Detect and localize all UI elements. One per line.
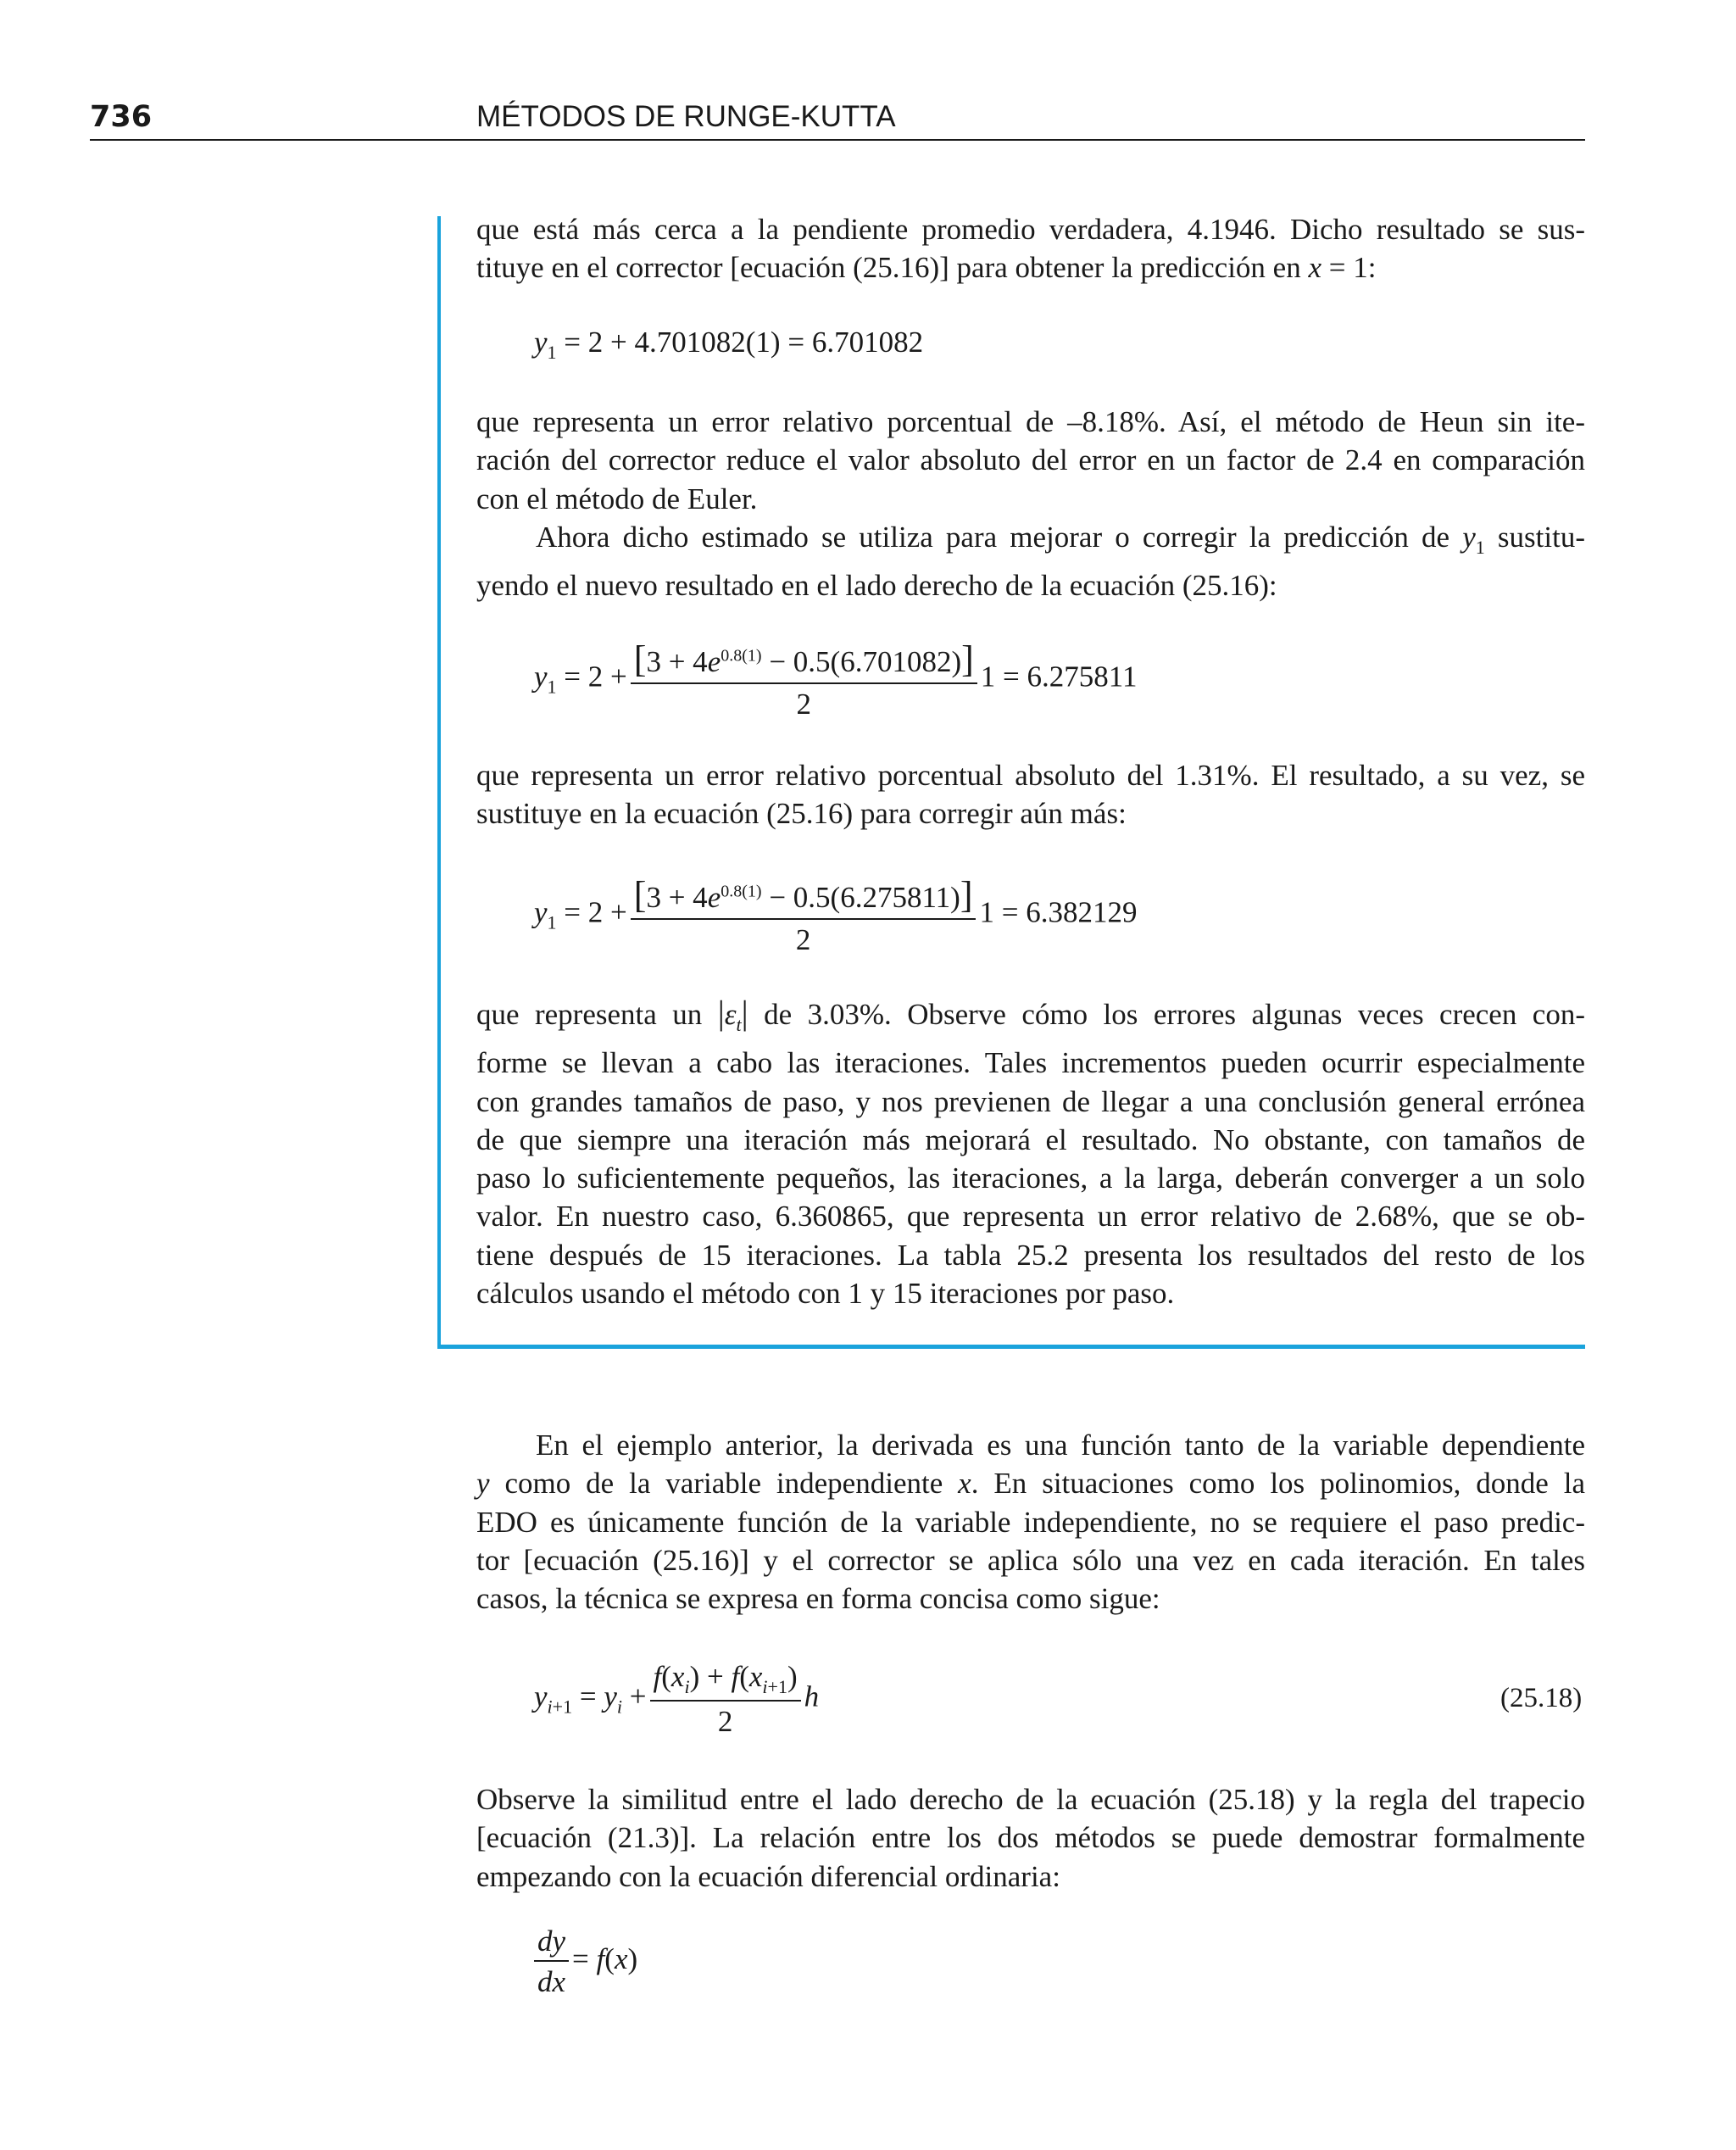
text-line: yendo el nuevo resultado en el lado derecho de la ecuación (25.16): — [476, 569, 1277, 603]
example-paragraph-1 — [476, 210, 1585, 287]
text-line: casos, la técnica se expresa en forma concisa como sigue: — [476, 1582, 1160, 1616]
text-line: empezando con la ecuación diferencial ordinaria: — [476, 1859, 1060, 1893]
text-line: valor. En nuestro caso, 6.360865, que representa un error relativo de 2.68%, que se ob- — [476, 1200, 1585, 1234]
equation-ode: $\frac{dy}{dx}$ = f(x) — [534, 1924, 637, 1999]
text-line: cálculos usando el método con 1 y 15 iteraciones por paso. — [476, 1277, 1175, 1311]
text-line: tiene después de 15 iteraciones. La tabla 25.2 presenta los resultados del resto de los — [476, 1238, 1585, 1272]
fraction: $\frac{[3 + 4e^{0.8(1)} - 0.5(6.275811)]}{2}$ — [631, 873, 976, 957]
text-line: que representa un $|\varepsilon_t|$ de 3.03%. Observe cómo los errores algunas veces crecen con- — [476, 994, 1585, 1035]
body-paragraph-2 — [476, 1780, 1585, 1896]
equation-y1-predictor: $y_1 = 2 + 4.701082(1) = 6.701082$ — [534, 326, 924, 363]
equation-y1-corrector-2: $y_1 = 2$ + $\frac{[3 + 4e^{0.8(1)} - 0.5(6.275811)]}{2}$ 1 = 6.382129 — [534, 874, 1138, 956]
page-number: 736 — [90, 100, 153, 134]
text-line: sustituye en la ecuación (25.16) para corregir aún más: — [476, 797, 1127, 831]
text-line: tor [ecuación (25.16)] y el corrector se aplica sólo una vez en cada iteración. En tales — [476, 1543, 1585, 1577]
text-line: tituye en el corrector [ecuación (25.16)] para obtener la predicción en x = 1: — [476, 251, 1377, 285]
text-line: EDO es únicamente función de la variable independiente, no se requiere el paso predic- — [476, 1505, 1585, 1539]
text-line: paso lo suficientemente pequeños, las iteraciones, a la larga, deberán converger a un solo — [476, 1161, 1585, 1195]
text-line: Observe la similitud entre el lado derecho de la ecuación (25.18) y la regla del trapecio — [476, 1783, 1585, 1816]
example-paragraph-4 — [476, 756, 1585, 833]
equation-number: (25.18) — [1500, 1683, 1583, 1713]
text-line: ración del corrector reduce el valor absoluto del error en un factor de 2.4 en comparación — [476, 443, 1585, 477]
fraction: $\frac{[3 + 4e^{0.8(1)} - 0.5(6.701082)]}{2}$ — [631, 638, 977, 721]
fraction: $\frac{dy}{dx}$ — [534, 1924, 569, 1999]
text-line: En el ejemplo anterior, la derivada es una función tanto de la variable dependiente — [536, 1429, 1585, 1462]
example-paragraph-2 — [476, 403, 1585, 518]
equation-y1-corrector-1: $y_1 = 2$ + $\frac{[3 + 4e^{0.8(1)} - 0.5(6.701082)]}{2}$ 1 = 6.275811 — [534, 638, 1138, 721]
example-box-bottom-rule — [437, 1345, 1585, 1349]
text-line: de que siempre una iteración más mejorará el resultado. No obstante, con tamaños de — [476, 1122, 1585, 1156]
text-line: y como de la variable independiente x. En situaciones como los polinomios, donde la — [476, 1467, 1585, 1501]
example-paragraph-5 — [476, 994, 1585, 1312]
text-line: forme se llevan a cabo las iteraciones. Tales incrementos pueden ocurrir especialmente — [476, 1046, 1585, 1080]
text-line: que representa un error relativo porcentual de –8.18%. Así, el método de Heun sin ite- — [476, 405, 1585, 438]
example-box-left-rule — [437, 216, 441, 1349]
text-line: que está más cerca a la pendiente promedio verdadera, 4.1946. Dicho resultado se sus- — [476, 213, 1585, 246]
text-line: con grandes tamaños de paso, y nos previenen de llegar a una conclusión general errónea — [476, 1084, 1585, 1118]
text-line: Ahora dicho estimado se utiliza para mejorar o corregir la predicción de $y_1$ sustitu- — [536, 521, 1585, 558]
page-header — [90, 95, 1585, 139]
text-line: con el método de Euler. — [476, 482, 758, 515]
body-paragraph-1 — [476, 1426, 1585, 1618]
text-line: que representa un error relativo porcentual absoluto del 1.31%. El resultado, a su vez, se — [476, 759, 1585, 792]
running-head: MÉTODOS DE RUNGE-KUTTA — [476, 100, 896, 133]
equation-25-18: $y_{i+1} = y_i$ + $\frac{f(x_i) + f(x_{i+1})}{2}$ h — [534, 1660, 820, 1738]
fraction: $\frac{f(x_i) + f(x_{i+1})}{2}$ — [650, 1660, 801, 1739]
header-rule — [90, 139, 1585, 141]
example-paragraph-3 — [476, 518, 1585, 605]
text-line: [ecuación (21.3)]. La relación entre los dos métodos se puede demostrar formalmente — [476, 1821, 1585, 1855]
